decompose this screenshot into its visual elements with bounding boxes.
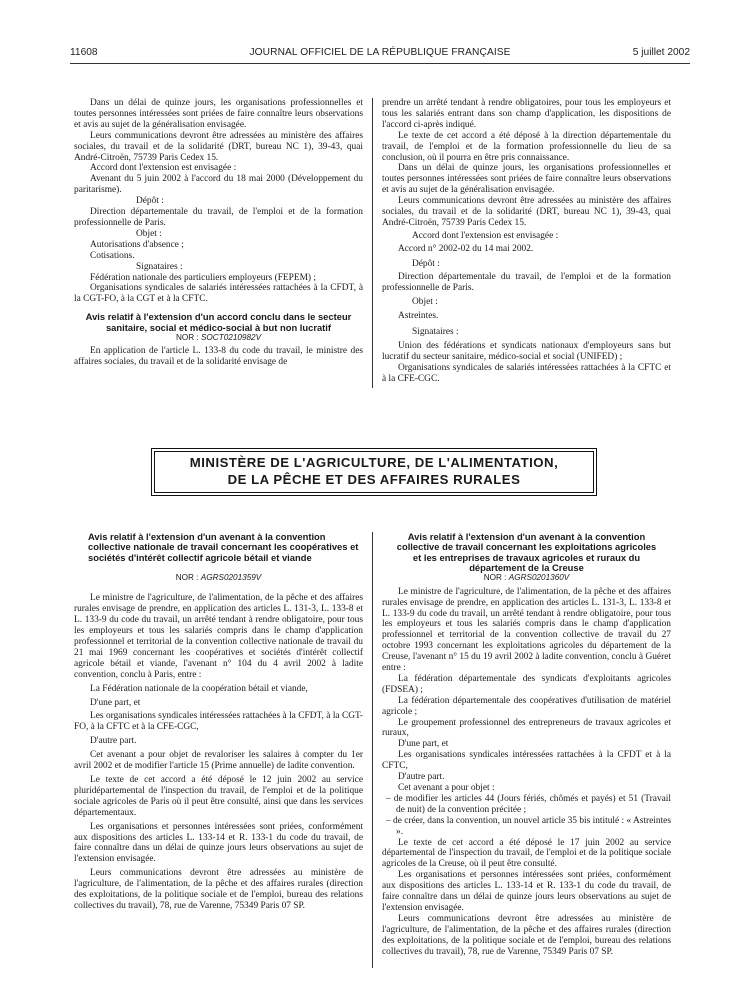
- paragraph: La Fédération nationale de la coopération bétail et viande,: [90, 683, 308, 694]
- column-divider-bottom: [372, 532, 373, 968]
- paragraph: Les organisations et personnes intéressées sont priées, conformément aux dispositions des articles L. 133-14 et R. 133-1 du code du travail, de faire connaître dans un délai de quinze jours leurs observations au sujet de l'extension envisagée.: [382, 870, 671, 913]
- paragraph: Leurs communications devront être adressées au ministère de l'agriculture, de l'alimentation, de la pêche et des affaires rurales (direction des exploitations, de la politique sociale et de l'emploi, bureau des relations collectives du travail), 78, rue de Varenne, 75349 Paris 07 SP.: [74, 868, 363, 911]
- top-left-column: [74, 98, 363, 368]
- publication-date: 5 juillet 2002: [632, 47, 690, 58]
- paragraph: Direction départementale du travail, de l'emploi et de la formation professionnelle de Paris.: [74, 207, 363, 228]
- nor-reference: NOR : AGRS0201360V: [483, 573, 570, 583]
- paragraph: Les organisations syndicales intéressées rattachées à la CFDT, à la CGT-FO, à la CFTC et à la CFE-CGC,: [74, 711, 363, 733]
- paragraph: D'autre part.: [90, 736, 137, 747]
- notice-title: Avis relatif à l'extension d'un accord conclu dans le secteur sanitaire, social et médico-social à but non lucratif: [85, 311, 352, 333]
- paragraph: prendre un arrêté tendant à rendre obligatoires, pour tous les employeurs et tous les salariés entrant dans son champ d'application, les dispositions de l'accord ci-après indiqué.: [382, 98, 671, 130]
- journal-title: JOURNAL OFFICIEL DE LA RÉPUBLIQUE FRANÇAISE: [249, 47, 511, 58]
- paragraph: Avenant du 5 juin 2002 à l'accord du 18 mai 2000 (Développement du paritarisme).: [74, 174, 363, 196]
- notice-title: Avis relatif à l'extension d'un avenant à la convention collective de travail concernant les exploitations agricoles et les entreprises de travaux agricoles et ruraux du département de la Creuse: [396, 531, 657, 573]
- paragraph: Accord n° 2002-02 du 14 mai 2002.: [398, 243, 534, 254]
- paragraph: Fédération nationale des particuliers employeurs (FEPEM) ;: [90, 272, 316, 283]
- paragraph: Dans un délai de quinze jours, les organisations professionnelles et toutes personnes intéressées sont priées de faire connaître leurs observations et avis au sujet de la généralisation envisagée.: [74, 98, 363, 130]
- objet-label: Objet :: [412, 297, 438, 308]
- paragraph: En application de l'article L. 133-8 du code du travail, le ministre des affaires sociales, du travail et de la solidarité envisage de: [74, 346, 363, 368]
- nor-reference: NOR : AGRS0201359V: [175, 572, 262, 582]
- top-right-column: [382, 98, 671, 385]
- paragraph: Les organisations et personnes intéressées sont priées, conformément aux dispositions des articles L. 133-14 et R. 133-1 du code du travail, de faire connaître dans un délai de quinze jours leurs observations au sujet de l'extension envisagée.: [74, 821, 363, 865]
- paragraph: Les organisations syndicales intéressées rattachées à la CFDT et à la CFTC,: [382, 750, 671, 772]
- paragraph: Le ministre de l'agriculture, de l'alimentation, de la pêche et des affaires rurales envisage de prendre, en application des articles L. 131-3, L. 133-8 et L. 133-9 du code du travail, un arrêté tendant à rendre obligatoire, pour tous les employeurs et tous les salariés compris dans le champ d'application professionnel et territorial de la convention collective de travail du 27 octobre 1993 concernant les exploitations agricoles du département de la Creuse, l'avenant n° 15 du 19 avril 2002 à ladite convention, conclu à Guéret entre :: [382, 586, 671, 674]
- depot-label: Dépôt :: [136, 196, 164, 207]
- paragraph: Leurs communications devront être adressées au ministère des affaires sociales, du travail et de la solidarité (DRT, bureau NC 1), 39-43, quai André-Citroën, 75739 Paris Cedex 15.: [74, 130, 363, 163]
- ministry-heading-line1: MINISTÈRE DE L'AGRICULTURE, DE L'ALIMENTATION,: [189, 455, 559, 470]
- paragraph: Organisations syndicales de salariés intéressées rattachées à la CFTC et à la CFE-CGC.: [382, 362, 671, 384]
- signataires-label: Signataires :: [136, 261, 183, 272]
- page-number: 11608: [70, 47, 98, 58]
- ministry-heading-box: [154, 451, 594, 493]
- paragraph: Accord dont l'extension est envisagée :: [90, 163, 237, 174]
- paragraph: Astreintes.: [398, 311, 439, 322]
- paragraph: Le texte de cet accord a été déposé le 12 juin 2002 au service pluridépartemental de l'inspection du travail, de l'emploi et de la politique sociale agricoles de Paris où il peut être consulté, ainsi que dans les services départementaux.: [74, 774, 363, 818]
- signataires-label: Signataires :: [412, 327, 459, 338]
- bottom-right-column: [382, 532, 671, 958]
- paragraph: Leurs communications devront être adressées au ministère de l'agriculture, de l'alimentation, de la pêche et des affaires rurales (direction des exploitations, de la politique sociale et de l'emploi, bureau des relations collectives du travail), 78, rue de Varenne, 75349 Paris 07 SP.: [382, 913, 671, 957]
- paragraph: Cet avenant a pour objet :: [398, 783, 495, 793]
- bullet-item: – de modifier les articles 44 (Jours fériés, chômés et payés) et 51 (Travail de nuit) de la convention précitée ;: [386, 793, 671, 815]
- paragraph: Cotisations.: [90, 250, 135, 261]
- paragraph: Cet avenant a pour objet de revaloriser les salaires à compter du 1er avril 2002 et de modifier l'article 15 (Prime annuelle) de ladite convention.: [74, 750, 363, 772]
- paragraph: D'autre part.: [398, 772, 445, 783]
- paragraph: Dans un délai de quinze jours, les organisations professionnelles et toutes personnes intéressées sont priées de faire connaître leurs observations et avis au sujet de la généralisation envisagée.: [382, 163, 671, 196]
- depot-label: Dépôt :: [412, 258, 440, 269]
- bullet-item: – de créer, dans la convention, un nouvel article 35 bis intitulé : « Astreintes ».: [386, 815, 671, 837]
- paragraph: Autorisations d'absence ;: [90, 239, 184, 250]
- paragraph: D'une part, et: [90, 697, 141, 708]
- paragraph: D'une part, et: [398, 739, 449, 750]
- paragraph: Le texte de cet accord a été déposé à la direction départementale du travail, de l'emploi et de la formation professionnelle du lieu de sa conclusion, où il pourra en être pris connaissance.: [382, 130, 671, 163]
- paragraph: Le texte de cet accord a été déposé le 17 juin 2002 au service départemental de l'inspection du travail, de l'emploi et de la politique sociale agricoles de la Creuse, où il peut être consulté.: [382, 837, 671, 870]
- paragraph: La fédération départementale des coopératives d'utilisation de matériel agricole ;: [382, 695, 671, 717]
- notice-title: Avis relatif à l'extension d'un avenant à la convention collective nationale de travail concernant les coopératives et sociétés d'intérêt collectif agricole bétail et viande: [88, 531, 359, 563]
- paragraph: Direction départementale du travail, de l'emploi et de la formation professionnelle de Paris.: [382, 271, 671, 293]
- bottom-left-column: [74, 532, 363, 912]
- paragraph: Organisations syndicales de salariés intéressées rattachées à la CFDT, à la CGT-FO, à la CGT et à la CFTC.: [74, 283, 363, 305]
- page-header: [70, 47, 690, 63]
- paragraph: Le groupement professionnel des entrepreneurs de travaux agricoles et ruraux,: [382, 717, 671, 739]
- nor-reference: NOR : SOCT0210982V: [175, 332, 262, 342]
- paragraph: Le ministre de l'agriculture, de l'alimentation, de la pêche et des affaires rurales envisage de prendre, en application des articles L. 131-3, L. 133-8 et L. 133-9 du code du travail, un arrêté tendant à rendre obligatoire, pour tous les employeurs et tous les salariés compris dans le champ d'application professionnel et territorial de la convention collective nationale de travail du 21 mai 1969 concernant les coopératives et sociétés d'intérêt collectif agricole bétail et viande, l'avenant n° 104 du 4 avril 2002 à ladite convention, conclu à Paris, entre :: [74, 593, 363, 680]
- paragraph: La fédération départementale des syndicats d'exploitants agricoles (FDSEA) ;: [382, 673, 671, 695]
- column-divider-top: [372, 98, 373, 388]
- paragraph: Accord dont l'extension est envisagée :: [412, 230, 559, 241]
- paragraph: Leurs communications devront être adressées au ministère des affaires sociales, du travail et de la solidarité (DRT, bureau NC 1), 39-43, quai André-Citroën, 75739 Paris Cedex 15.: [382, 196, 671, 228]
- ministry-heading-line2: DE LA PÊCHE ET DES AFFAIRES RURALES: [227, 471, 521, 487]
- paragraph: Union des fédérations et syndicats nationaux d'employeurs sans but lucratif du secteur sanitaire, médico-social et social (UNIFED) ;: [382, 341, 671, 363]
- header-rule: [70, 63, 690, 64]
- objet-label: Objet :: [136, 228, 162, 239]
